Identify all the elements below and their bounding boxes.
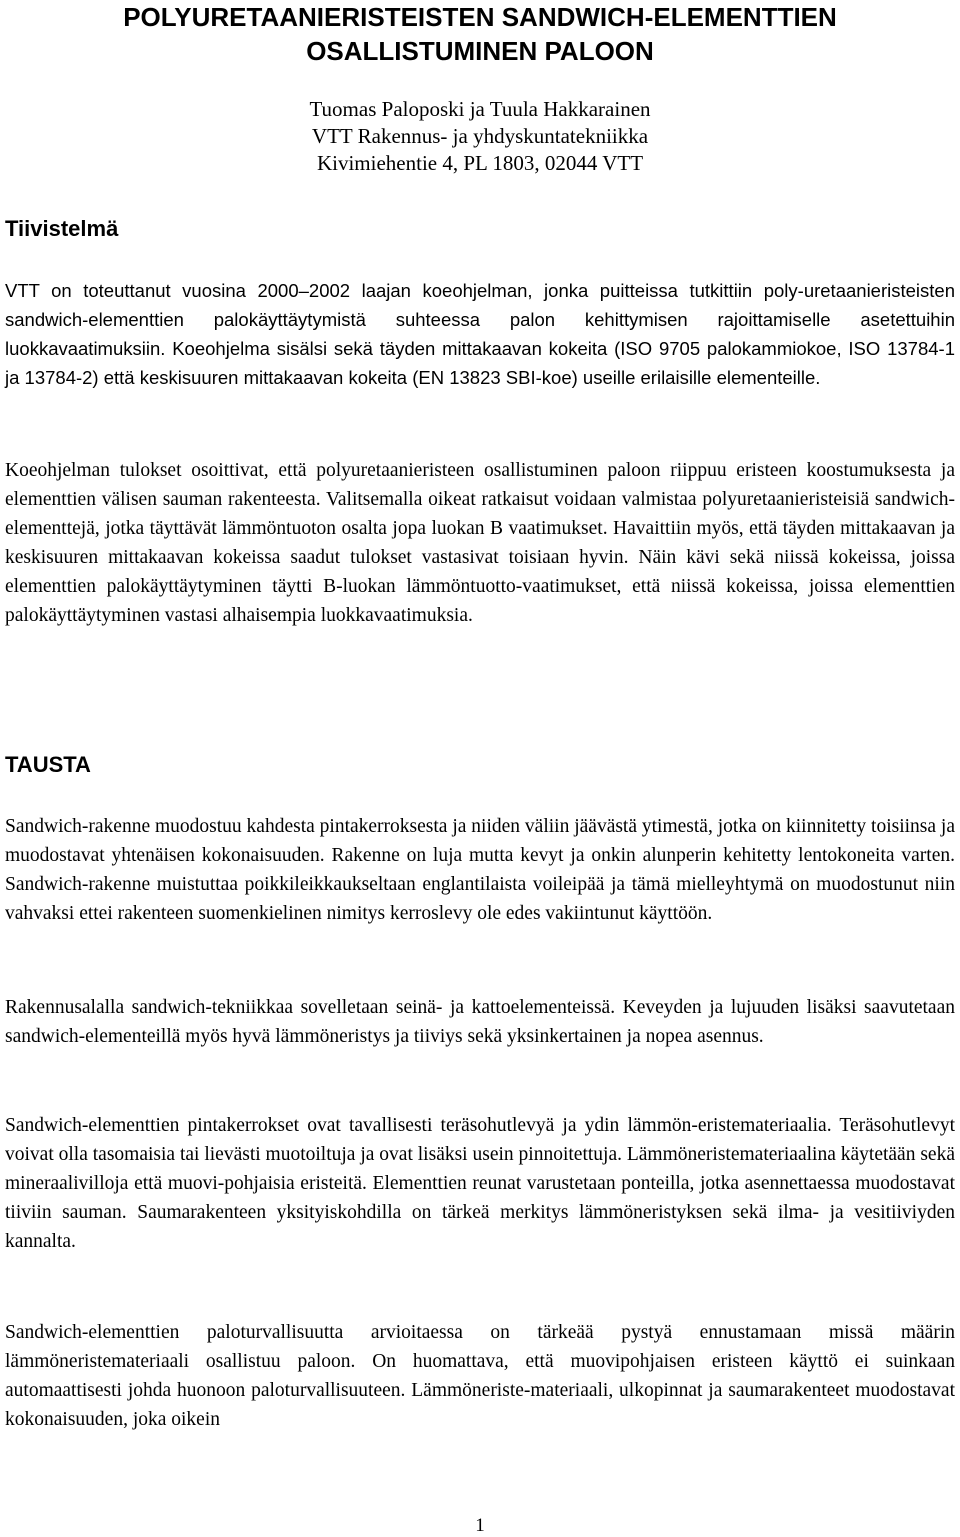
background-paragraph-1: Sandwich-rakenne muodostuu kahdesta pintakerroksesta ja niiden väliin jäävästä ytimestä, jotka on kiinnitetty toisiinsa ja muodostavat yhtenäisen kokonaisuuden. Rakenne on luja mutta kevyt ja onkin alunperin kehitetty lentokoneita varten. Sandwich-rakenne muistuttaa poikkileikkaukseltaan englantilaista voileipää ja tämä mielleyhtymä on muodostunut niin vahvaksi ettei rakenteen suomenkielinen nimitys kerroslevy ole edes vakiintunut käyttöön. bbox=[5, 816, 955, 924]
paper-title bbox=[0, 0, 960, 68]
page-number: 1 bbox=[475, 1515, 485, 1536]
title-line-2: OSALLISTUMINEN PALOON bbox=[306, 36, 654, 66]
background-paragraph-4: Sandwich-elementtien paloturvallisuutta arvioitaessa on tärkeää pystyä ennustamaan missä määrin lämmöneristemateriaali osallistuu paloon. On huomattava, että muovipohjaisen eristeen käyttö ei suinkaan automaattisesti johda huonoon paloturvallisuuteen. Lämmöneriste-materiaali, ulkopinnat ja saumarakenteet muodostavat kokonaisuuden, joka oikein bbox=[5, 1322, 955, 1430]
author-affiliation: VTT Rakennus- ja yhdyskuntatekniikka bbox=[311, 124, 649, 148]
title-line-1: POLYURETAANIERISTEISTEN SANDWICH-ELEMENTTIEN bbox=[123, 2, 837, 32]
background-heading: TAUSTA bbox=[5, 752, 91, 777]
author-block bbox=[0, 96, 960, 177]
background-paragraph-2: Rakennusalalla sandwich-tekniikkaa sovelletaan seinä- ja kattoelementeissä. Keveyden ja lujuuden lisäksi saavutetaan sandwich-elementeillä myös hyvä lämmöneristys ja tiiviys sekä yksinkertainen ja nopea asennus. bbox=[5, 997, 955, 1047]
abstract-paragraph-1: VTT on toteuttanut vuosina 2000–2002 laajan koeohjelman, jonka puitteissa tutkittiin poly-uretaanieristeisten sandwich-elementtien palokäyttäytymistä suhteessa palon kehittymisen rajoittamiselle asetettuihin luokkavaatimuksiin. Koeohjelma sisälsi sekä täyden mittakaavan kokeita (ISO 9705 palokammiokoe, ISO 13784-1 ja 13784-2) että keskisuuren mittakaavan kokeita (EN 13823 SBI-koe) useille erilaisille elementeille. bbox=[5, 280, 955, 388]
author-address: Kivimiehentie 4, PL 1803, 02044 VTT bbox=[316, 151, 644, 175]
background-paragraph-3: Sandwich-elementtien pintakerrokset ovat tavallisesti teräsohutlevyä ja ydin lämmön-eristemateriaalia. Teräsohutlevyt voivat olla tasomaisia tai lievästi muotoiltuja ja ovat lisäksi usein pinnoitettuja. Lämmöneristemateriaalina käytetään sekä mineraalivilloja että muovi-pohjaisia eristeitä. Elementtien reunat varustetaan ponteilla, jotka asennettaessa muodostavat tiiviin sauman. Saumarakenteen yksityiskohdilla on tärkeä merkitys lämmöneristyksen sekä ilma- ja vesitiiviyden kannalta. bbox=[5, 1115, 955, 1252]
author-names: Tuomas Paloposki ja Tuula Hakkarainen bbox=[309, 97, 651, 121]
abstract-paragraph-2: Koeohjelman tulokset osoittivat, että polyuretaanieristeen osallistuminen paloon riippuu eristeen koostumuksesta ja elementtien välisen sauman rakenteesta. Valitsemalla oikeat ratkaisut voidaan valmistaa polyuretaanieristeisiä sandwich-elementtejä, jotka täyttävät lämmöntuoton osalta jopa luokan B vaatimukset. Havaittiin myös, että täyden mittakaavan ja keskisuuren mittakaavan kokeissa saadut tulokset vastasivat toisiaan hyvin. Näin kävi sekä niissä kokeissa, joissa elementtien palokäyttäytyminen täytti B-luokan lämmöntuotto-vaatimukset, että niissä kokeissa, joissa elementtien palokäyttäytyminen vastasi alhaisempia luokkavaatimuksia. bbox=[5, 460, 955, 626]
abstract-heading: Tiivistelmä bbox=[5, 216, 119, 241]
